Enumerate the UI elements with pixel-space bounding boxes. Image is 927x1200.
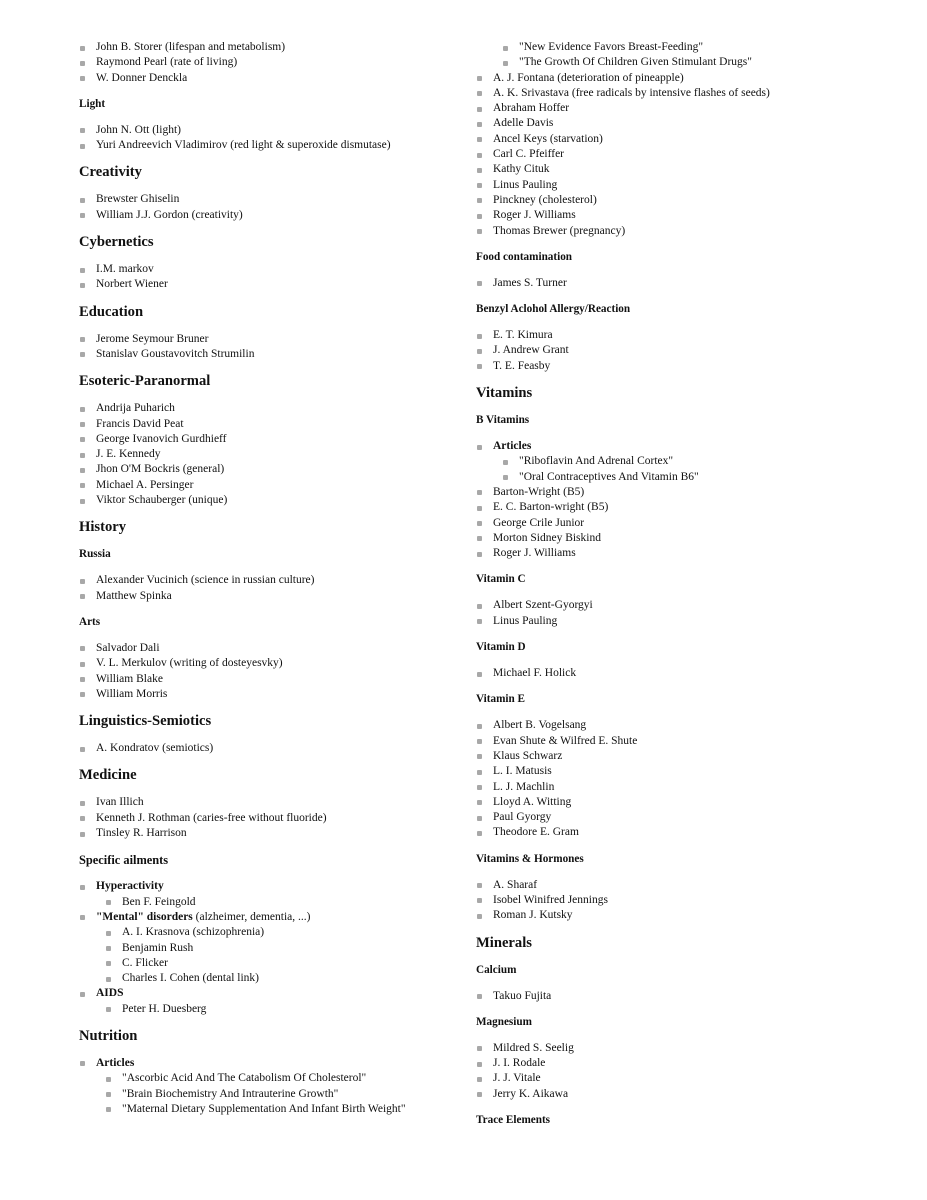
section-heading-vitamins-hormones: Vitamins & Hormones [476, 852, 584, 865]
section-heading-vitamin-c: Vitamin C [476, 573, 526, 586]
list-item: J. Andrew Grant [476, 343, 896, 358]
list-item: Alexander Vucinich (science in russian culture) [79, 573, 459, 588]
list-item: J. I. Rodale [476, 1056, 896, 1071]
list-item-bold-label: Articles [493, 440, 532, 453]
list-item: L. J. Machlin [476, 780, 896, 795]
section-heading-vitamin-e: Vitamin E [476, 693, 525, 706]
bullet-list [79, 641, 459, 702]
bullet-list [476, 1041, 896, 1102]
list-item: Michael F. Holick [476, 666, 896, 681]
section-heading-food-contamination: Food contamination [476, 250, 573, 263]
list-item: Jerry K. Aikawa [476, 1087, 896, 1102]
list-item: Roger J. Williams [476, 546, 896, 561]
list-item: Yuri Andreevich Vladimirov (red light & superoxide dismutase) [79, 138, 459, 153]
section-heading-trace-elements: Trace Elements [476, 1114, 551, 1127]
sub-list-item: C. Flicker [105, 956, 459, 971]
bullet-list [476, 276, 896, 291]
list-item: Ivan Illich [79, 795, 459, 810]
list-item: A. Kondratov (semiotics) [79, 741, 459, 756]
list-item: William J.J. Gordon (creativity) [79, 208, 459, 223]
list-item: Theodore E. Gram [476, 825, 896, 840]
section-heading-medicine: Medicine [79, 767, 137, 784]
list-item: J. E. Kennedy [79, 447, 459, 462]
list-item [79, 879, 459, 894]
bullet-list [79, 123, 459, 154]
list-item: W. Donner Denckla [79, 71, 459, 86]
bullet-list [79, 741, 459, 756]
bullet-list [476, 598, 896, 629]
section-heading-light: Light [79, 97, 106, 110]
section-heading-minerals: Minerals [476, 934, 532, 951]
list-item: Isobel Winifred Jennings [476, 893, 896, 908]
list-item: Albert Szent-Gyorgyi [476, 598, 896, 613]
list-item: Stanislav Goustavovitch Strumilin [79, 347, 459, 362]
list-item: V. L. Merkulov (writing of dosteyesvky) [79, 656, 459, 671]
list-item: Kathy Cituk [476, 162, 896, 177]
list-item: Evan Shute & Wilfred E. Shute [476, 734, 896, 749]
list-item: Francis David Peat [79, 417, 459, 432]
bullet-list [476, 989, 896, 1004]
section-heading-linguistics-semiotics: Linguistics-Semiotics [79, 713, 212, 730]
bullet-list [79, 879, 459, 1017]
list-item: J. J. Vitale [476, 1071, 896, 1086]
list-item: Viktor Schauberger (unique) [79, 493, 459, 508]
list-item: Abraham Hoffer [476, 101, 896, 116]
sub-list-item: "Brain Biochemistry And Intrauterine Growth" [105, 1087, 459, 1102]
bullet-list [79, 795, 459, 841]
list-item: Morton Sidney Biskind [476, 531, 896, 546]
list-item: Michael A. Persinger [79, 478, 459, 493]
sub-list-item: Charles I. Cohen (dental link) [105, 971, 459, 986]
list-item [79, 910, 459, 925]
list-item: Lloyd A. Witting [476, 795, 896, 810]
list-item-bold-label: Articles [96, 1056, 135, 1069]
list-item: A. J. Fontana (deterioration of pineapple) [476, 71, 896, 86]
list-item-bold-label: "Mental" disorders [96, 910, 193, 923]
list-item [476, 439, 896, 454]
list-item: Jerome Seymour Bruner [79, 332, 459, 347]
list-item: Linus Pauling [476, 614, 896, 629]
list-item: E. C. Barton-wright (B5) [476, 500, 896, 515]
list-item-bold-label: Hyperactivity [96, 880, 164, 893]
section-heading-creativity: Creativity [79, 164, 142, 181]
bullet-list [476, 718, 896, 840]
section-heading-nutrition: Nutrition [79, 1027, 138, 1044]
bullet-list [476, 328, 896, 374]
list-item: George Ivanovich Gurdhieff [79, 432, 459, 447]
sub-list-item: A. I. Krasnova (schizophrenia) [105, 925, 459, 940]
sub-list-item: "Riboflavin And Adrenal Cortex" [502, 454, 896, 469]
list-item: Albert B. Vogelsang [476, 718, 896, 733]
sub-list-item: "New Evidence Favors Breast-Feeding" [502, 40, 896, 55]
list-item [79, 1056, 459, 1071]
sub-list-item: Peter H. Duesberg [105, 1002, 459, 1017]
list-item: Barton-Wright (B5) [476, 485, 896, 500]
list-item: T. E. Feasby [476, 359, 896, 374]
left-column [79, 40, 459, 1117]
section-heading-history: History [79, 519, 127, 536]
section-heading-education: Education [79, 303, 144, 320]
list-item: Matthew Spinka [79, 589, 459, 604]
list-item: L. I. Matusis [476, 764, 896, 779]
list-item: Klaus Schwarz [476, 749, 896, 764]
bullet-list [476, 439, 896, 561]
list-item: William Morris [79, 687, 459, 702]
sub-list-item: "Ascorbic Acid And The Catabolism Of Cholesterol" [105, 1071, 459, 1086]
bullet-list [79, 1056, 459, 1117]
section-heading-russia: Russia [79, 548, 111, 561]
list-item: William Blake [79, 672, 459, 687]
list-item: Kenneth J. Rothman (caries-free without fluoride) [79, 811, 459, 826]
sub-list-item: Benjamin Rush [105, 941, 459, 956]
list-item: I.M. markov [79, 262, 459, 277]
right-column [476, 40, 896, 1139]
list-item: Mildred S. Seelig [476, 1041, 896, 1056]
bullet-list [476, 666, 896, 681]
list-item: Salvador Dali [79, 641, 459, 656]
list-item: Andrija Puharich [79, 401, 459, 416]
list-item-text: (alzheimer, dementia, ...) [192, 910, 311, 923]
section-heading-benzyl-aclohol-allergy-reaction: Benzyl Aclohol Allergy/Reaction [476, 303, 631, 316]
list-item [79, 986, 459, 1001]
bullet-list [79, 192, 459, 223]
bullet-list [79, 401, 459, 508]
section-heading-specific-ailments: Specific ailments [79, 853, 169, 868]
list-item: A. K. Srivastava (free radicals by intensive flashes of seeds) [476, 86, 896, 101]
list-item: Roger J. Williams [476, 208, 896, 223]
list-item: Takuo Fujita [476, 989, 896, 1004]
list-item: E. T. Kimura [476, 328, 896, 343]
section-heading-vitamins: Vitamins [476, 385, 533, 402]
list-item: Brewster Ghiselin [79, 192, 459, 207]
list-item: Linus Pauling [476, 178, 896, 193]
section-heading-esoteric-paranormal: Esoteric-Paranormal [79, 373, 211, 390]
section-heading-b-vitamins: B Vitamins [476, 414, 530, 427]
list-item: Carl C. Pfeiffer [476, 147, 896, 162]
list-item: James S. Turner [476, 276, 896, 291]
bullet-list [79, 40, 459, 86]
list-item: Ancel Keys (starvation) [476, 132, 896, 147]
bullet-list [79, 332, 459, 363]
section-heading-cybernetics: Cybernetics [79, 234, 154, 251]
list-item: John N. Ott (light) [79, 123, 459, 138]
bullet-list [476, 878, 896, 924]
list-item: George Crile Junior [476, 516, 896, 531]
list-item: Paul Gyorgy [476, 810, 896, 825]
section-heading-arts: Arts [79, 615, 101, 628]
list-item: Roman J. Kutsky [476, 908, 896, 923]
sub-list-item: Ben F. Feingold [105, 895, 459, 910]
list-item: Pinckney (cholesterol) [476, 193, 896, 208]
list-item-bold-label: AIDS [96, 987, 124, 1000]
section-heading-calcium: Calcium [476, 963, 517, 976]
section-heading-magnesium: Magnesium [476, 1015, 532, 1028]
sub-list-item: "Oral Contraceptives And Vitamin B6" [502, 470, 896, 485]
bullet-list [476, 40, 896, 239]
list-item: Norbert Wiener [79, 277, 459, 292]
bullet-list [79, 573, 459, 604]
sub-list-item: "Maternal Dietary Supplementation And Infant Birth Weight" [105, 1102, 459, 1117]
list-item: Jhon O'M Bockris (general) [79, 462, 459, 477]
list-item: Tinsley R. Harrison [79, 826, 459, 841]
section-heading-vitamin-d: Vitamin D [476, 641, 526, 654]
sub-list-item: "The Growth Of Children Given Stimulant Drugs" [502, 55, 896, 70]
bullet-list [79, 262, 459, 293]
list-item: Thomas Brewer (pregnancy) [476, 224, 896, 239]
list-item: A. Sharaf [476, 878, 896, 893]
list-item: John B. Storer (lifespan and metabolism) [79, 40, 459, 55]
list-item: Adelle Davis [476, 116, 896, 131]
list-item: Raymond Pearl (rate of living) [79, 55, 459, 70]
